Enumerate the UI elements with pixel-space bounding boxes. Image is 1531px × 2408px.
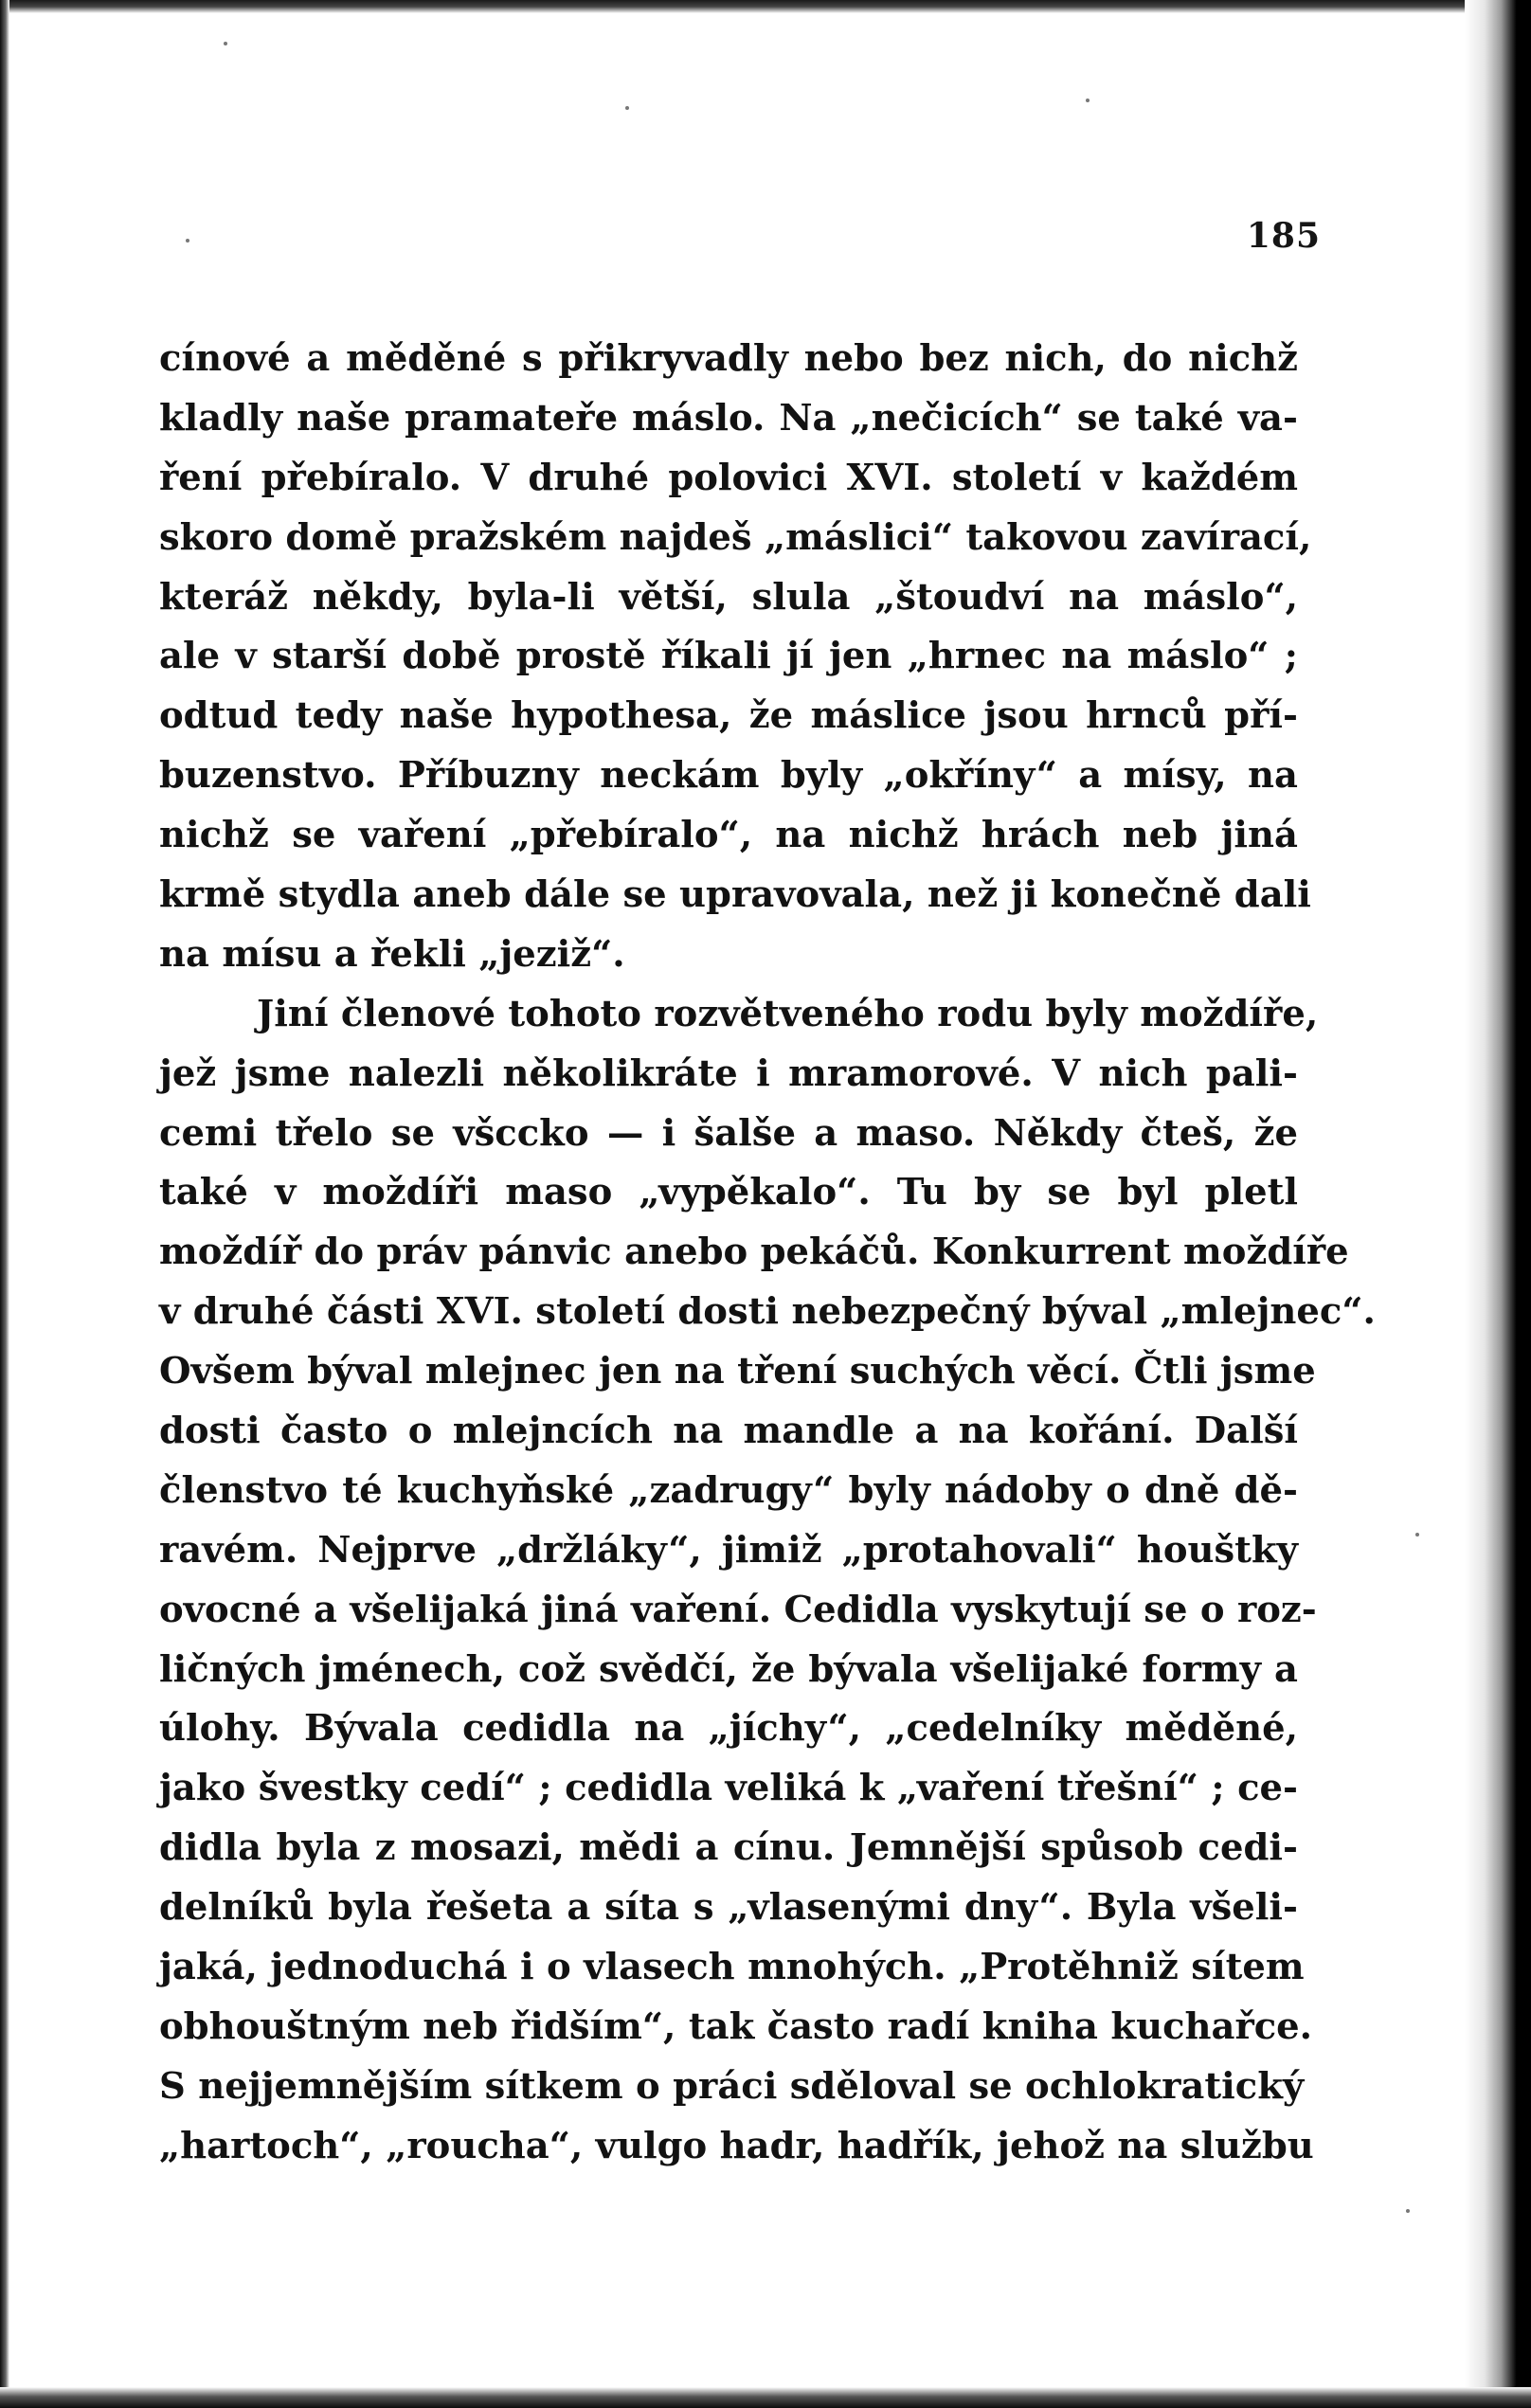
text-line: jež jsme nalezli několikráte i mramorové. V nich pali- bbox=[159, 1051, 1298, 1095]
text-line: moždíř do práv pánvic anebo pekáčů. Konkurrent moždíře bbox=[159, 1231, 1349, 1274]
text-line: v druhé části XVI. století dosti nebezpečný býval „mlejnec“. bbox=[159, 1290, 1376, 1334]
scan-speck bbox=[1406, 2209, 1410, 2213]
text-line: S nejjemnějším sítkem o práci sděloval se ochlokratický bbox=[159, 2064, 1305, 2108]
text-line: cemi třelo se všccko — i šalše a maso. Někdy čteš, že bbox=[159, 1111, 1298, 1155]
text-line: Ovšem býval mlejnec jen na tření suchých věcí. Čtli jsme bbox=[159, 1350, 1316, 1393]
text-line: ličných jménech, což svědčí, že bývala všelijaké formy a bbox=[159, 1647, 1298, 1691]
scan-edge-left bbox=[0, 0, 9, 2408]
text-line: ale v starší době prostě říkali jí jen „hrnec na máslo“ ; bbox=[159, 635, 1298, 678]
paragraph-end-line: na mísu a řekli „jeziž“. bbox=[159, 932, 625, 976]
body-text bbox=[159, 330, 1376, 2177]
scan-edge-right bbox=[1465, 0, 1531, 2408]
text-line: jaká, jednoduchá i o vlasech mnohých. „Protěhniž sítem bbox=[159, 1946, 1305, 1989]
text-line: buzenstvo. Příbuzny neckám byly „okříny“ a mísy, na bbox=[159, 754, 1298, 798]
text-line: „hartoch“, „roucha“, vulgo hadr, hadřík, jehož na službu bbox=[159, 2124, 1314, 2167]
scan-edge-bottom bbox=[0, 2387, 1531, 2408]
paragraph-first-line: Jiní členové tohoto rozvětveného rodu byly moždíře, bbox=[257, 992, 1319, 1035]
text-line: nichž se vaření „přebíralo“, na nichž hrách neb jiná bbox=[159, 814, 1298, 857]
text-line: kteráž někdy, byla-li větší, slula „štoudví na máslo“, bbox=[159, 575, 1298, 619]
text-line: krmě stydla aneb dále se upravovala, než ji konečně dali bbox=[159, 873, 1311, 917]
text-line: ovocné a všelijaká jiná vaření. Cedidla vyskytují se o roz- bbox=[159, 1588, 1317, 1631]
scan-speck bbox=[186, 239, 189, 243]
text-line: odtud tedy naše hypothesa, že máslice jsou hrnců pří- bbox=[159, 694, 1298, 738]
text-line: kladly naše pramateře máslo. Na „nečicích“ se také va- bbox=[159, 396, 1298, 440]
scan-speck bbox=[1086, 99, 1090, 102]
text-line: ření přebíralo. V druhé polovici XVI. století v každém bbox=[159, 456, 1298, 499]
text-line: didla byla z mosazi, mědi a cínu. Jemnější spůsob cedi- bbox=[159, 1826, 1298, 1870]
text-line: obhouštným neb řidším“, tak často radí kniha kuchařce. bbox=[159, 2004, 1313, 2048]
text-line: cínové a měděné s přikryvadly nebo bez nich, do nichž bbox=[159, 337, 1298, 380]
text-line: jako švestky cedí“ ; cedidla veliká k „vaření třešní“ ; ce- bbox=[159, 1767, 1298, 1810]
scan-edge-top bbox=[0, 0, 1531, 13]
scan-speck bbox=[1415, 1533, 1419, 1536]
text-line: úlohy. Bývala cedidla na „jíchy“, „cedelníky měděné, bbox=[159, 1707, 1298, 1751]
text-line: skoro domě pražském najdeš „máslici“ takovou zavírací, bbox=[159, 515, 1312, 559]
text-line: dosti často o mlejncích na mandle a na kořání. Další bbox=[159, 1410, 1298, 1453]
scan-speck bbox=[625, 106, 629, 110]
scan-speck bbox=[224, 42, 227, 45]
text-line: členstvo té kuchyňské „zadrugy“ byly nádoby o dně dě- bbox=[159, 1468, 1298, 1512]
text-line: delníků byla řešeta a síta s „vlasenými dny“. Byla všeli- bbox=[159, 1886, 1298, 1930]
page-number: 185 bbox=[1246, 216, 1321, 256]
text-line: také v moždíři maso „vypěkalo“. Tu by se byl pletl bbox=[159, 1171, 1298, 1214]
text-line: ravém. Nejprve „držláky“, jimiž „protahovali“ houštky bbox=[159, 1528, 1298, 1572]
